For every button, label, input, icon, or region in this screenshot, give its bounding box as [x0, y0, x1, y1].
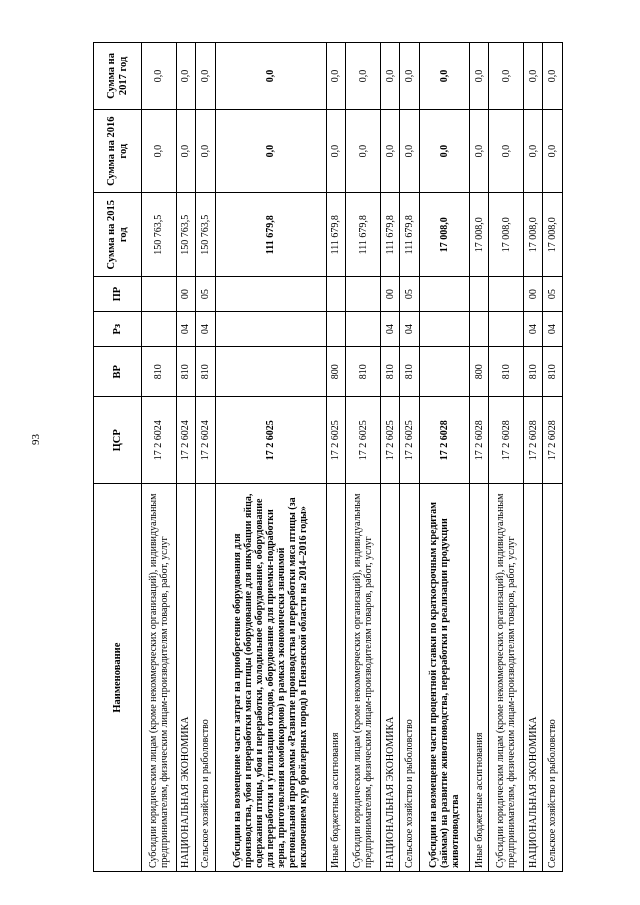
col-header-2017: Сумма на 2017 год [94, 43, 142, 110]
cell-s2015: 150 763,5 [176, 193, 195, 277]
cell-s2015: 111 679,8 [326, 193, 345, 277]
cell-vr [419, 347, 469, 397]
cell-s2017: 0,0 [346, 43, 381, 110]
cell-name: НАЦИОНАЛЬНАЯ ЭКОНОМИКА [176, 484, 195, 872]
cell-name: Субсидии юридическим лицам (кроме некоммерческих организаций), индивидуальным предпринимателям, физическим лицам-производителям товаров, работ, услуг [489, 484, 524, 872]
cell-vr: 810 [523, 347, 542, 397]
cell-rz [142, 312, 177, 347]
cell-vr: 810 [176, 347, 195, 397]
cell-rz [346, 312, 381, 347]
table-row [523, 43, 542, 872]
cell-pr [419, 277, 469, 312]
table-row [543, 43, 563, 872]
cell-csr: 17 2 6028 [543, 397, 563, 484]
cell-name: Иные бюджетные ассигнования [326, 484, 345, 872]
cell-s2016: 0,0 [543, 109, 563, 193]
table-row [176, 43, 195, 872]
cell-s2015: 150 763,5 [196, 193, 215, 277]
cell-pr [215, 277, 326, 312]
cell-s2016: 0,0 [380, 109, 399, 193]
cell-pr: 05 [400, 277, 419, 312]
cell-vr: 810 [142, 347, 177, 397]
cell-pr [326, 277, 345, 312]
cell-pr: 05 [543, 277, 563, 312]
cell-s2015: 111 679,8 [380, 193, 399, 277]
cell-vr: 810 [196, 347, 215, 397]
cell-csr: 17 2 6025 [326, 397, 345, 484]
cell-rz: 04 [543, 312, 563, 347]
cell-csr: 17 2 6024 [176, 397, 195, 484]
cell-s2016: 0,0 [346, 109, 381, 193]
cell-s2017: 0,0 [380, 43, 399, 110]
cell-s2015: 17 008,0 [489, 193, 524, 277]
cell-pr [469, 277, 488, 312]
cell-csr: 17 2 6024 [142, 397, 177, 484]
table-row [400, 43, 419, 872]
cell-pr [489, 277, 524, 312]
table-row [196, 43, 215, 872]
cell-name: Сельское хозяйство и рыболовство [543, 484, 563, 872]
cell-csr: 17 2 6025 [346, 397, 381, 484]
cell-s2015: 17 008,0 [523, 193, 542, 277]
cell-csr: 17 2 6025 [215, 397, 326, 484]
cell-s2016: 0,0 [326, 109, 345, 193]
cell-s2016: 0,0 [469, 109, 488, 193]
cell-s2016: 0,0 [215, 109, 326, 193]
cell-name: НАЦИОНАЛЬНАЯ ЭКОНОМИКА [523, 484, 542, 872]
cell-s2015: 17 008,0 [469, 193, 488, 277]
cell-name: Иные бюджетные ассигнования [469, 484, 488, 872]
table-row [469, 43, 488, 872]
cell-pr [346, 277, 381, 312]
cell-name: Сельское хозяйство и рыболовство [196, 484, 215, 872]
cell-s2015: 150 763,5 [142, 193, 177, 277]
cell-rz: 04 [196, 312, 215, 347]
cell-s2017: 0,0 [326, 43, 345, 110]
cell-s2016: 0,0 [400, 109, 419, 193]
cell-csr: 17 2 6028 [419, 397, 469, 484]
cell-csr: 17 2 6028 [489, 397, 524, 484]
cell-vr: 800 [469, 347, 488, 397]
cell-s2017: 0,0 [489, 43, 524, 110]
col-header-pr: ПР [94, 277, 142, 312]
table-row [380, 43, 399, 872]
cell-s2016: 0,0 [419, 109, 469, 193]
cell-pr: 00 [523, 277, 542, 312]
cell-rz [469, 312, 488, 347]
cell-rz [326, 312, 345, 347]
cell-pr: 00 [176, 277, 195, 312]
cell-s2017: 0,0 [400, 43, 419, 110]
cell-s2015: 17 008,0 [419, 193, 469, 277]
col-header-rz: Рз [94, 312, 142, 347]
cell-s2017: 0,0 [543, 43, 563, 110]
cell-name: Сельское хозяйство и рыболовство [400, 484, 419, 872]
cell-vr: 800 [326, 347, 345, 397]
cell-vr: 810 [346, 347, 381, 397]
budget-table [93, 42, 563, 872]
col-header-name: Наименование [94, 484, 142, 872]
cell-s2017: 0,0 [523, 43, 542, 110]
cell-csr: 17 2 6028 [523, 397, 542, 484]
cell-pr: 00 [380, 277, 399, 312]
cell-csr: 17 2 6024 [196, 397, 215, 484]
cell-name: Субсидии юридическим лицам (кроме некоммерческих организаций), индивидуальным предпринимателям, физическим лицам-производителям товаров, работ, услуг [346, 484, 381, 872]
cell-rz: 04 [400, 312, 419, 347]
cell-rz [489, 312, 524, 347]
cell-vr: 810 [489, 347, 524, 397]
cell-s2015: 111 679,8 [215, 193, 326, 277]
col-header-2016: Сумма на 2016 год [94, 109, 142, 193]
cell-vr: 810 [400, 347, 419, 397]
cell-s2016: 0,0 [523, 109, 542, 193]
cell-s2016: 0,0 [196, 109, 215, 193]
cell-s2016: 0,0 [176, 109, 195, 193]
cell-csr: 17 2 6025 [400, 397, 419, 484]
table-row [326, 43, 345, 872]
cell-vr [215, 347, 326, 397]
cell-name: Субсидии на возмещение части процентной ставки по краткосрочным кредитам (займам) на развитие животноводства, переработки и реализации продукции животноводства [419, 484, 469, 872]
page-number: 93 [30, 434, 42, 445]
cell-s2015: 111 679,8 [346, 193, 381, 277]
rotated-page [93, 42, 563, 872]
table-body [142, 43, 563, 872]
cell-s2017: 0,0 [142, 43, 177, 110]
cell-vr: 810 [380, 347, 399, 397]
table-row [346, 43, 381, 872]
cell-s2015: 111 679,8 [400, 193, 419, 277]
cell-name: НАЦИОНАЛЬНАЯ ЭКОНОМИКА [380, 484, 399, 872]
cell-csr: 17 2 6025 [380, 397, 399, 484]
cell-csr: 17 2 6028 [469, 397, 488, 484]
cell-s2017: 0,0 [215, 43, 326, 110]
table-header [94, 43, 142, 872]
cell-rz [419, 312, 469, 347]
table-row [142, 43, 177, 872]
table-row [489, 43, 524, 872]
cell-rz: 04 [176, 312, 195, 347]
cell-rz [215, 312, 326, 347]
cell-rz: 04 [380, 312, 399, 347]
cell-s2017: 0,0 [176, 43, 195, 110]
cell-s2017: 0,0 [469, 43, 488, 110]
cell-name: Субсидии юридическим лицам (кроме некоммерческих организаций), индивидуальным предпринимателям, физическим лицам-производителям товаров, работ, услуг [142, 484, 177, 872]
cell-rz: 04 [523, 312, 542, 347]
cell-s2016: 0,0 [489, 109, 524, 193]
cell-s2017: 0,0 [419, 43, 469, 110]
table-row [419, 43, 469, 872]
cell-s2017: 0,0 [196, 43, 215, 110]
cell-s2016: 0,0 [142, 109, 177, 193]
col-header-2015: Сумма на 2015 год [94, 193, 142, 277]
cell-pr: 05 [196, 277, 215, 312]
cell-name: Субсидии на возмещение части затрат на приобретение оборудования для производства, убоя и переработки мяса птицы (оборудование для инкубации яйца, содержания птицы, убоя и переработки, холодильное оборудование, оборудование для переработки и утилизации отходов, оборудование для приемки-подработки зерна, приготовления комбикормов) в рамках экономически значимой региональной программы «Развитие производства и переработки мяса птицы (за исключением кур бройлерных пород) в Пензенской области на 2014–2016 годы» [215, 484, 326, 872]
cell-s2015: 17 008,0 [543, 193, 563, 277]
col-header-csr: ЦСР [94, 397, 142, 484]
table-row [215, 43, 326, 872]
cell-vr: 810 [543, 347, 563, 397]
cell-pr [142, 277, 177, 312]
col-header-vr: ВР [94, 347, 142, 397]
